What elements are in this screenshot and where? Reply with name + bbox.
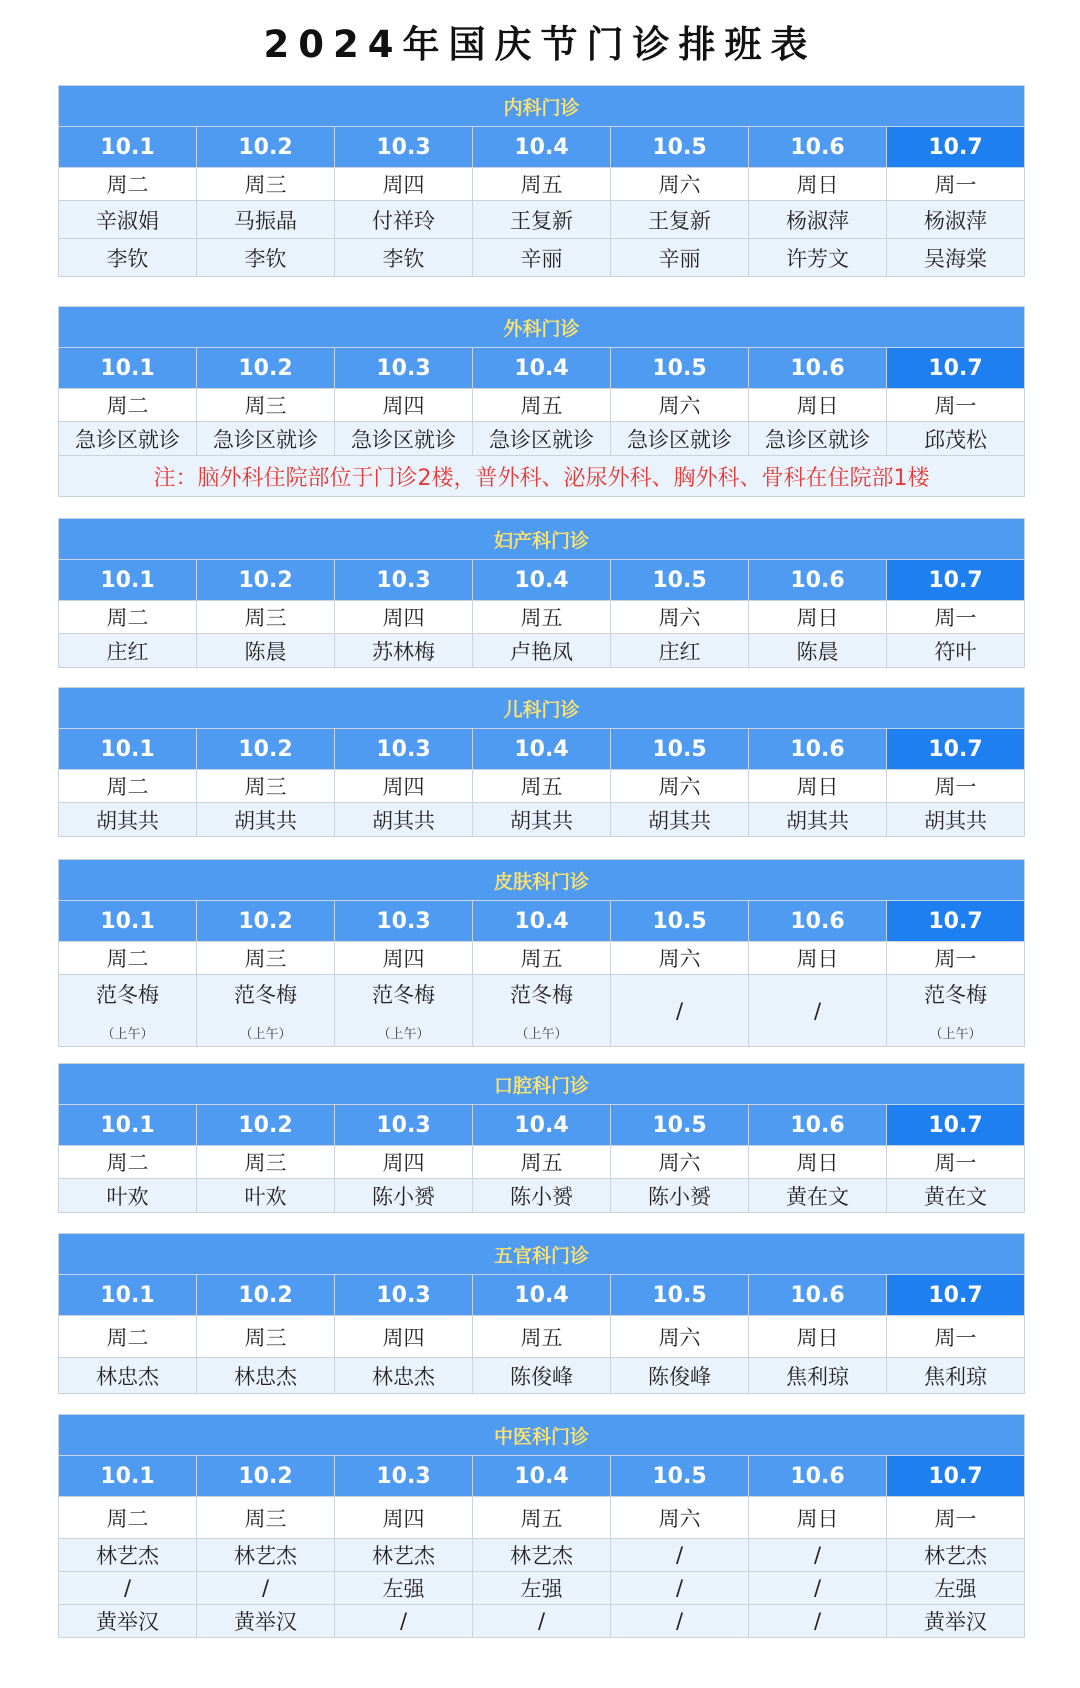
weekday-cell: 周五: [473, 389, 611, 422]
weekday-row: [59, 389, 1025, 422]
department-header: 儿科门诊: [59, 688, 1025, 729]
date-cell: 10.3: [335, 560, 473, 601]
date-row: [59, 127, 1025, 168]
doctor-cell: 辛丽: [473, 239, 611, 277]
date-cell-highlight: 10.7: [887, 1275, 1025, 1316]
doctor-cell: 林忠杰: [335, 1358, 473, 1394]
department-header: 五官科门诊: [59, 1234, 1025, 1275]
doctor-name: 范冬梅: [234, 983, 297, 1007]
doctor-cell: 左强: [335, 1572, 473, 1605]
weekday-cell: 周四: [335, 1316, 473, 1358]
schedule-table: [58, 859, 1025, 1047]
date-cell: 10.5: [611, 729, 749, 770]
date-cell: 10.3: [335, 127, 473, 168]
location-note: 注：脑外科住院部位于门诊2楼，普外科、泌尿外科、胸外科、骨科在住院部1楼: [59, 456, 1025, 497]
doctor-cell: 急诊区就诊: [197, 422, 335, 456]
weekday-cell: 周二: [59, 389, 197, 422]
date-cell: 10.2: [197, 1275, 335, 1316]
doctor-cell: 陈小赟: [335, 1179, 473, 1213]
session-note: （上午）: [929, 1027, 982, 1042]
weekday-cell: 周日: [749, 1497, 887, 1539]
doctor-cell: /: [611, 1605, 749, 1638]
doctor-cell: [335, 975, 473, 1047]
section-wuguan: [58, 1233, 1025, 1394]
date-row: [59, 1275, 1025, 1316]
doctor-cell: 辛丽: [611, 239, 749, 277]
page-title: 2024年国庆节门诊排班表: [263, 23, 817, 66]
date-row: [59, 348, 1025, 389]
doctor-cell: /: [611, 1572, 749, 1605]
date-row: [59, 901, 1025, 942]
department-header: 外科门诊: [59, 307, 1025, 348]
doctor-cell: 辛淑娟: [59, 201, 197, 239]
date-cell: 10.6: [749, 1275, 887, 1316]
date-cell-highlight: 10.7: [887, 1456, 1025, 1497]
date-cell-highlight: 10.7: [887, 729, 1025, 770]
weekday-row: [59, 942, 1025, 975]
weekday-cell: 周三: [197, 1316, 335, 1358]
doctor-cell: 杨淑萍: [887, 201, 1025, 239]
doctor-cell: /: [749, 1605, 887, 1638]
doctor-cell: 陈俊峰: [611, 1358, 749, 1394]
doctor-cell: /: [197, 1572, 335, 1605]
weekday-cell: 周一: [887, 168, 1025, 201]
doctor-cell: 许芳文: [749, 239, 887, 277]
doctor-cell: 王复新: [473, 201, 611, 239]
doctor-row: [59, 1358, 1025, 1394]
doctor-cell: 陈晨: [749, 634, 887, 668]
weekday-cell: 周四: [335, 770, 473, 803]
department-header: 妇产科门诊: [59, 519, 1025, 560]
weekday-cell: 周日: [749, 168, 887, 201]
weekday-cell: 周一: [887, 1146, 1025, 1179]
weekday-cell: 周四: [335, 942, 473, 975]
weekday-cell: 周三: [197, 1146, 335, 1179]
doctor-cell: 付祥玲: [335, 201, 473, 239]
doctor-row: [59, 803, 1025, 837]
date-cell: 10.6: [749, 348, 887, 389]
doctor-cell: 吴海棠: [887, 239, 1025, 277]
date-cell: 10.6: [749, 560, 887, 601]
date-cell: 10.6: [749, 127, 887, 168]
doctor-row: [59, 634, 1025, 668]
doctor-row: [59, 201, 1025, 239]
doctor-name: 范冬梅: [372, 983, 435, 1007]
schedule-table: [58, 85, 1025, 277]
weekday-row: [59, 770, 1025, 803]
doctor-cell: 焦利琼: [749, 1358, 887, 1394]
doctor-cell: 苏林梅: [335, 634, 473, 668]
doctor-cell: /: [59, 1572, 197, 1605]
weekday-cell: 周二: [59, 942, 197, 975]
doctor-cell: 黄举汉: [197, 1605, 335, 1638]
weekday-row: [59, 601, 1025, 634]
doctor-cell: 急诊区就诊: [335, 422, 473, 456]
doctor-cell: /: [749, 975, 887, 1047]
doctor-cell: 胡其共: [749, 803, 887, 837]
date-cell: 10.5: [611, 127, 749, 168]
date-cell: 10.4: [473, 560, 611, 601]
date-cell: 10.2: [197, 729, 335, 770]
date-cell: 10.2: [197, 127, 335, 168]
date-cell: 10.1: [59, 729, 197, 770]
date-cell: 10.5: [611, 1456, 749, 1497]
doctor-cell: 林艺杰: [335, 1539, 473, 1572]
doctor-row: [59, 975, 1025, 1047]
doctor-cell: 马振晶: [197, 201, 335, 239]
schedule-table: [58, 1414, 1025, 1638]
date-cell: 10.4: [473, 901, 611, 942]
doctor-cell: 庄红: [611, 634, 749, 668]
weekday-cell: 周二: [59, 1497, 197, 1539]
doctor-name: 范冬梅: [924, 983, 987, 1007]
date-row: [59, 729, 1025, 770]
doctor-cell: 黄举汉: [59, 1605, 197, 1638]
weekday-cell: 周五: [473, 770, 611, 803]
weekday-cell: 周一: [887, 1497, 1025, 1539]
date-cell: 10.5: [611, 901, 749, 942]
schedule-table: [58, 306, 1025, 497]
weekday-cell: 周三: [197, 168, 335, 201]
schedule-table: [58, 518, 1025, 668]
doctor-cell: 庄红: [59, 634, 197, 668]
weekday-cell: 周六: [611, 942, 749, 975]
doctor-cell: 胡其共: [197, 803, 335, 837]
date-cell: 10.2: [197, 901, 335, 942]
doctor-cell: 急诊区就诊: [473, 422, 611, 456]
weekday-cell: 周五: [473, 942, 611, 975]
doctor-cell: 李钦: [335, 239, 473, 277]
session-note: （上午）: [515, 1027, 568, 1042]
section-kouqiang: [58, 1063, 1025, 1213]
weekday-cell: 周六: [611, 601, 749, 634]
schedule-table: [58, 1063, 1025, 1213]
weekday-cell: 周日: [749, 1316, 887, 1358]
weekday-cell: 周二: [59, 1146, 197, 1179]
section-fuchan: [58, 518, 1025, 668]
weekday-cell: 周三: [197, 942, 335, 975]
date-cell: 10.6: [749, 1105, 887, 1146]
doctor-cell: 左强: [887, 1572, 1025, 1605]
date-cell: 10.6: [749, 729, 887, 770]
department-header: 口腔科门诊: [59, 1064, 1025, 1105]
weekday-cell: 周五: [473, 168, 611, 201]
doctor-row: [59, 1179, 1025, 1213]
doctor-cell: 林忠杰: [197, 1358, 335, 1394]
doctor-cell: 急诊区就诊: [611, 422, 749, 456]
weekday-cell: 周四: [335, 1146, 473, 1179]
doctor-name: 范冬梅: [96, 983, 159, 1007]
doctor-cell: 急诊区就诊: [749, 422, 887, 456]
date-row: [59, 1105, 1025, 1146]
date-cell: 10.6: [749, 1456, 887, 1497]
doctor-cell: 黄举汉: [887, 1605, 1025, 1638]
doctor-cell: 陈俊峰: [473, 1358, 611, 1394]
weekday-cell: 周日: [749, 770, 887, 803]
section-erke: [58, 687, 1025, 837]
weekday-cell: 周日: [749, 389, 887, 422]
date-cell: 10.4: [473, 1456, 611, 1497]
doctor-cell: /: [473, 1605, 611, 1638]
department-header: 内科门诊: [59, 86, 1025, 127]
weekday-cell: 周五: [473, 601, 611, 634]
section-zhongyi: [58, 1414, 1025, 1638]
doctor-cell: 陈小赟: [611, 1179, 749, 1213]
doctor-cell: 急诊区就诊: [59, 422, 197, 456]
date-cell: 10.2: [197, 560, 335, 601]
date-row: [59, 560, 1025, 601]
weekday-cell: 周五: [473, 1497, 611, 1539]
date-cell-highlight: 10.7: [887, 127, 1025, 168]
weekday-cell: 周六: [611, 168, 749, 201]
weekday-cell: 周三: [197, 601, 335, 634]
weekday-cell: 周四: [335, 1497, 473, 1539]
doctor-cell: 杨淑萍: [749, 201, 887, 239]
doctor-row: [59, 1539, 1025, 1572]
date-cell: 10.5: [611, 1275, 749, 1316]
section-pifu: [58, 859, 1025, 1047]
date-cell: 10.2: [197, 1456, 335, 1497]
date-cell-highlight: 10.7: [887, 1105, 1025, 1146]
date-cell: 10.3: [335, 1105, 473, 1146]
weekday-cell: 周三: [197, 770, 335, 803]
doctor-cell: 胡其共: [887, 803, 1025, 837]
doctor-cell: 胡其共: [611, 803, 749, 837]
doctor-cell: 林艺杰: [59, 1539, 197, 1572]
doctor-cell: 林艺杰: [197, 1539, 335, 1572]
doctor-cell: /: [749, 1572, 887, 1605]
doctor-cell: [473, 975, 611, 1047]
doctor-cell: /: [335, 1605, 473, 1638]
section-waike: [58, 306, 1025, 497]
doctor-row: [59, 422, 1025, 456]
weekday-cell: 周一: [887, 1316, 1025, 1358]
weekday-cell: 周六: [611, 1146, 749, 1179]
doctor-row: [59, 1572, 1025, 1605]
doctor-cell: 符叶: [887, 634, 1025, 668]
date-cell: 10.5: [611, 1105, 749, 1146]
weekday-cell: 周日: [749, 1146, 887, 1179]
doctor-cell: /: [611, 1539, 749, 1572]
weekday-cell: 周一: [887, 770, 1025, 803]
weekday-cell: 周六: [611, 389, 749, 422]
date-cell-highlight: 10.7: [887, 560, 1025, 601]
weekday-cell: 周日: [749, 601, 887, 634]
doctor-cell: [887, 975, 1025, 1047]
doctor-cell: 黄在文: [749, 1179, 887, 1213]
date-cell: 10.3: [335, 901, 473, 942]
session-note: （上午）: [377, 1027, 430, 1042]
weekday-cell: 周三: [197, 389, 335, 422]
weekday-cell: 周二: [59, 601, 197, 634]
schedule-table: [58, 1233, 1025, 1394]
doctor-cell: /: [611, 975, 749, 1047]
weekday-cell: 周一: [887, 601, 1025, 634]
doctor-cell: 叶欢: [59, 1179, 197, 1213]
doctor-cell: 陈小赟: [473, 1179, 611, 1213]
doctor-row: [59, 239, 1025, 277]
doctor-cell: 林忠杰: [59, 1358, 197, 1394]
date-cell: 10.2: [197, 348, 335, 389]
doctor-cell: 焦利琼: [887, 1358, 1025, 1394]
weekday-cell: 周四: [335, 168, 473, 201]
date-cell: 10.1: [59, 901, 197, 942]
doctor-cell: 李钦: [197, 239, 335, 277]
date-cell: 10.6: [749, 901, 887, 942]
date-cell: 10.3: [335, 348, 473, 389]
session-note: （上午）: [239, 1027, 292, 1042]
section-neike: [58, 85, 1025, 277]
doctor-cell: 邱茂松: [887, 422, 1025, 456]
doctor-cell: 胡其共: [59, 803, 197, 837]
doctor-cell: 林艺杰: [887, 1539, 1025, 1572]
doctor-cell: /: [749, 1539, 887, 1572]
session-note: （上午）: [101, 1027, 154, 1042]
date-cell: 10.1: [59, 1456, 197, 1497]
date-cell-highlight: 10.7: [887, 348, 1025, 389]
doctor-cell: 黄在文: [887, 1179, 1025, 1213]
weekday-cell: 周三: [197, 1497, 335, 1539]
doctor-cell: 卢艳凤: [473, 634, 611, 668]
date-cell: 10.3: [335, 1275, 473, 1316]
weekday-row: [59, 168, 1025, 201]
doctor-cell: 叶欢: [197, 1179, 335, 1213]
weekday-cell: 周二: [59, 770, 197, 803]
doctor-cell: 陈晨: [197, 634, 335, 668]
date-cell: 10.4: [473, 729, 611, 770]
department-header: 中医科门诊: [59, 1415, 1025, 1456]
weekday-cell: 周二: [59, 1316, 197, 1358]
schedule-table: [58, 687, 1025, 837]
weekday-cell: 周一: [887, 942, 1025, 975]
date-cell: 10.1: [59, 127, 197, 168]
doctor-cell: 胡其共: [335, 803, 473, 837]
weekday-cell: 周日: [749, 942, 887, 975]
date-cell: 10.4: [473, 1105, 611, 1146]
doctor-cell: 左强: [473, 1572, 611, 1605]
date-cell: 10.5: [611, 348, 749, 389]
date-cell: 10.4: [473, 1275, 611, 1316]
date-cell: 10.1: [59, 560, 197, 601]
weekday-cell: 周六: [611, 1316, 749, 1358]
weekday-cell: 周四: [335, 389, 473, 422]
weekday-cell: 周二: [59, 168, 197, 201]
date-cell: 10.3: [335, 729, 473, 770]
doctor-cell: 李钦: [59, 239, 197, 277]
doctor-row: [59, 1605, 1025, 1638]
weekday-cell: 周四: [335, 601, 473, 634]
date-cell: 10.1: [59, 1275, 197, 1316]
doctor-cell: 林艺杰: [473, 1539, 611, 1572]
doctor-cell: [197, 975, 335, 1047]
weekday-cell: 周五: [473, 1146, 611, 1179]
weekday-cell: 周六: [611, 1497, 749, 1539]
doctor-name: 范冬梅: [510, 983, 573, 1007]
doctor-cell: [59, 975, 197, 1047]
date-row: [59, 1456, 1025, 1497]
weekday-cell: 周五: [473, 1316, 611, 1358]
department-header: 皮肤科门诊: [59, 860, 1025, 901]
date-cell-highlight: 10.7: [887, 901, 1025, 942]
weekday-row: [59, 1316, 1025, 1358]
weekday-cell: 周一: [887, 389, 1025, 422]
date-cell: 10.2: [197, 1105, 335, 1146]
date-cell: 10.3: [335, 1456, 473, 1497]
doctor-cell: 胡其共: [473, 803, 611, 837]
doctor-cell: 王复新: [611, 201, 749, 239]
weekday-row: [59, 1146, 1025, 1179]
date-cell: 10.1: [59, 348, 197, 389]
weekday-cell: 周六: [611, 770, 749, 803]
date-cell: 10.4: [473, 348, 611, 389]
weekday-row: [59, 1497, 1025, 1539]
date-cell: 10.5: [611, 560, 749, 601]
date-cell: 10.1: [59, 1105, 197, 1146]
date-cell: 10.4: [473, 127, 611, 168]
